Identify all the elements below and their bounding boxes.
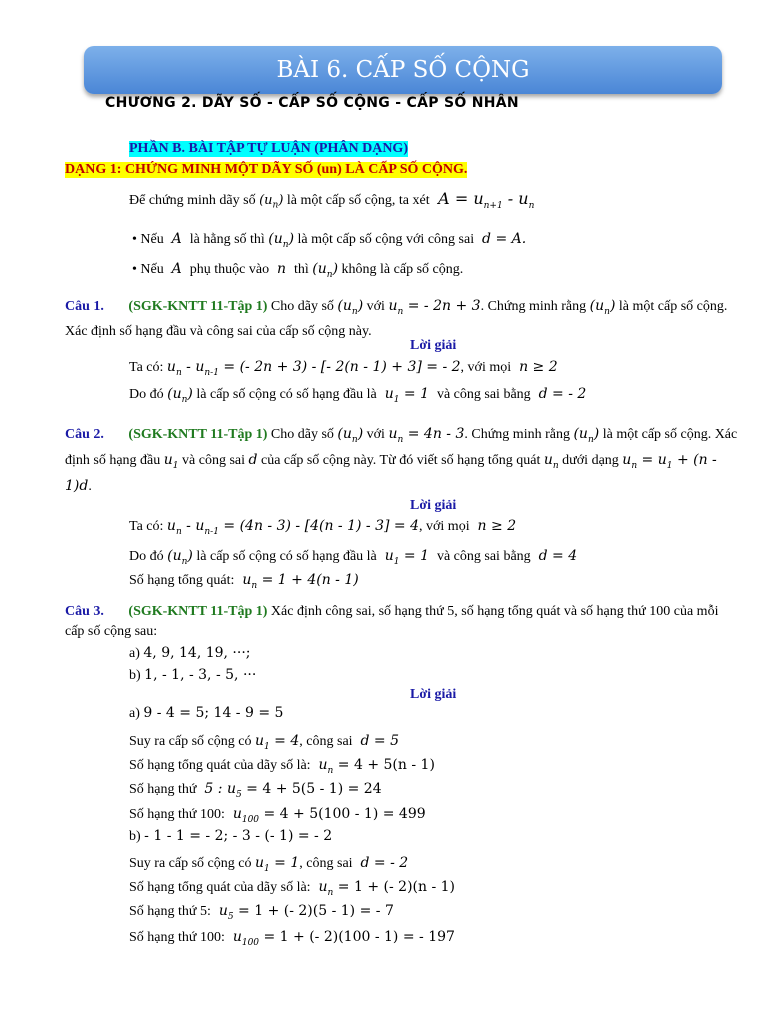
q3-solution-b-diff: b) - 1 - 1 = - 2; - 3 - (- 1) = - 2 bbox=[129, 828, 333, 844]
intro-line-1: Để chứng minh dãy số $(u_n)$ là một cấp số cộng, ta xét $A = u_{n+1} - u_n$ bbox=[129, 189, 535, 212]
q3-solution-heading: Lời giải bbox=[410, 687, 457, 702]
dang-1-heading: DẠNG 1: CHỨNG MINH MỘT DÃY SỐ (un) LÀ CẤP SỐ CỘNG. bbox=[65, 162, 468, 177]
q3-solution-a-diff: a) 9 - 4 = 5; 14 - 9 = 5 bbox=[129, 705, 284, 721]
question-1: Câu 1. (SGK-KNTT 11-Tập 1) Cho dãy số $(u_n)$ với $u_n$ = - 2n + 3. Chứng minh rằng $(u_n)$ là một cấp số cộng. Xác định số hạng đầu và công sai của cấp số cộng này. bbox=[65, 298, 728, 339]
q3-solution-b-line-2: Số hạng tổng quát của dãy số là: $u_n = 1$ + (- 2)(n - 1) bbox=[129, 879, 456, 898]
q2-solution-line-3: Số hạng tổng quát: $u_n = 1 + 4(n - 1)$ bbox=[129, 572, 359, 591]
q2-solution-heading: Lời giải bbox=[410, 498, 457, 513]
section-heading: PHẦN B. BÀI TẬP TỰ LUẬN (PHÂN DẠNG) bbox=[129, 141, 408, 156]
q2-solution-line-1: Ta có: $u_n - u_{n-1} = (4n - 3) - [4(n - 1) - 3] = 4$, với mọi n ≥ 2 bbox=[129, 518, 517, 537]
q3-solution-a-line-3: Số hạng thứ 5 : $u_5 = 4 + 5(5 - 1) = 24$ bbox=[129, 781, 382, 800]
q3-solution-b-line-3: Số hạng thứ 5: $u_5 = 1$ + (- 2)(5 - 1) = - 7 bbox=[129, 903, 394, 922]
q1-solution-line-1: Ta có: $u_n - u_{n-1}$ = (- 2n + 3) - [- 2(n - 1) + 3] = - 2, với mọi n ≥ 2 bbox=[129, 359, 558, 378]
q3-part-b: b) 1, - 1, - 3, - 5, ··· bbox=[129, 667, 257, 683]
q1-solution-line-2: Do đó $(u_n)$ là cấp số cộng có số hạng đầu là $u_1 = 1$ và công sai bằng d = - 2 bbox=[129, 386, 587, 405]
chapter-subtitle: CHƯƠNG 2. DÃY SỐ - CẤP SỐ CỘNG - CẤP SỐ NHÂN bbox=[105, 95, 519, 111]
question-2: Câu 2. (SGK-KNTT 11-Tập 1) Cho dãy số $(u_n)$ với $u_n = 4n - 3$. Chứng minh rằng $(u_n)$ là một cấp số cộng. Xác định số hạng đầu $u_1$ và công sai d của cấp số cộng này. Từ đó viết số hạng tổng quát $u_n$ dưới dạng $u_n = u_1 + (n - 1)d$. bbox=[65, 426, 738, 494]
q3-solution-b-line-1: Suy ra cấp số cộng có $u_1 = 1$, công sai d = - 2 bbox=[129, 855, 409, 874]
q3-solution-a-line-2: Số hạng tổng quát của dãy số là: $u_n = 4 + 5(n - 1)$ bbox=[129, 757, 435, 776]
q3-solution-a-line-4: Số hạng thứ 100: $u_{100} = 4 + 5(100 - 1) = 499$ bbox=[129, 806, 426, 825]
intro-bullet-1: • Nếu A là hằng số thì $(u_n)$ là một cấp số cộng với công sai d = A. bbox=[132, 231, 527, 250]
title-banner: BÀI 6. CẤP SỐ CỘNG bbox=[84, 46, 722, 94]
q3-part-a: a) 4, 9, 14, 19, ···; bbox=[129, 645, 251, 661]
question-3: Câu 3. (SGK-KNTT 11-Tập 1) Xác định công sai, số hạng thứ 5, số hạng tổng quát và số hạng thứ 100 của mỗi cấp số cộng sau: bbox=[65, 604, 719, 639]
q3-solution-a-line-1: Suy ra cấp số cộng có $u_1 = 4$, công sai d = 5 bbox=[129, 733, 399, 752]
q1-solution-heading: Lời giải bbox=[410, 338, 457, 353]
q2-solution-line-2: Do đó $(u_n)$ là cấp số cộng có số hạng đầu là $u_1 = 1$ và công sai bằng d = 4 bbox=[129, 548, 578, 567]
q3-solution-b-line-4: Số hạng thứ 100: $u_{100} = 1$ + (- 2)(100 - 1) = - 197 bbox=[129, 929, 455, 948]
intro-bullet-2: • Nếu A phụ thuộc vào n thì $(u_n)$ không là cấp số cộng. bbox=[132, 261, 464, 280]
